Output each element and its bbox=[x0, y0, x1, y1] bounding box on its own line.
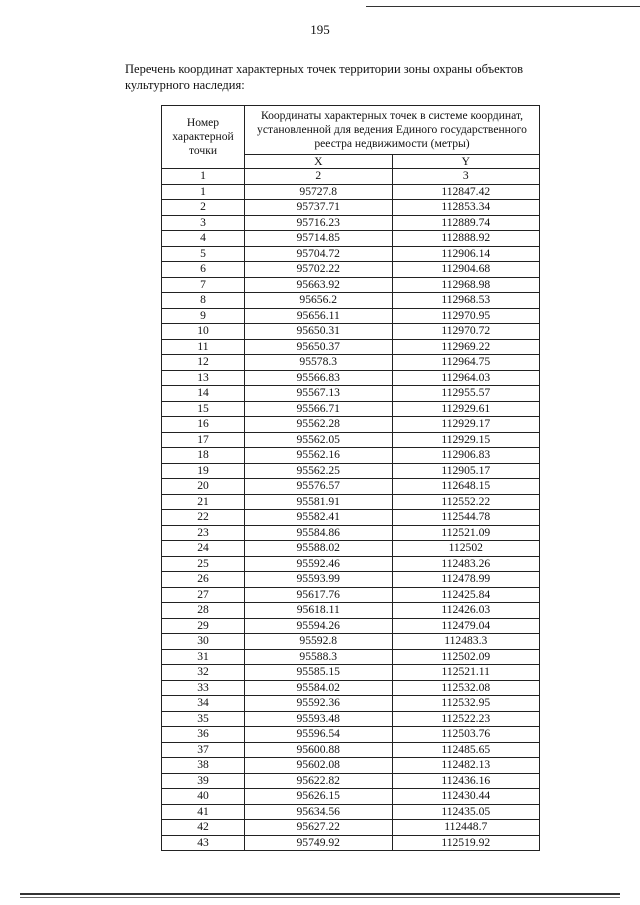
point-number-header: Номер характерной точки bbox=[162, 106, 245, 169]
y-coordinate-cell: 112521.11 bbox=[392, 665, 540, 681]
point-number-cell: 30 bbox=[162, 634, 245, 650]
table-row bbox=[162, 339, 540, 355]
point-number-cell: 11 bbox=[162, 339, 245, 355]
table-row bbox=[162, 835, 540, 851]
point-number-cell: 32 bbox=[162, 665, 245, 681]
table-row bbox=[162, 463, 540, 479]
table-row bbox=[162, 200, 540, 216]
y-coordinate-cell: 112552.22 bbox=[392, 494, 540, 510]
x-coordinate-cell: 95585.15 bbox=[245, 665, 393, 681]
x-coordinate-cell: 95576.57 bbox=[245, 479, 393, 495]
x-coordinate-cell: 95584.02 bbox=[245, 680, 393, 696]
x-coordinate-cell: 95596.54 bbox=[245, 727, 393, 743]
point-number-cell: 33 bbox=[162, 680, 245, 696]
table-row bbox=[162, 727, 540, 743]
y-coordinate-cell: 112436.16 bbox=[392, 773, 540, 789]
x-coordinate-cell: 95618.11 bbox=[245, 603, 393, 619]
point-number-cell: 8 bbox=[162, 293, 245, 309]
top-rule bbox=[366, 6, 640, 7]
y-coordinate-cell: 112904.68 bbox=[392, 262, 540, 278]
table-row bbox=[162, 494, 540, 510]
x-coordinate-cell: 95562.25 bbox=[245, 463, 393, 479]
y-coordinate-cell: 112969.22 bbox=[392, 339, 540, 355]
page-number: 195 bbox=[310, 22, 330, 37]
table-row bbox=[162, 758, 540, 774]
x-coordinate-cell: 95588.3 bbox=[245, 649, 393, 665]
x-coordinate-cell: 95622.82 bbox=[245, 773, 393, 789]
table-row bbox=[162, 556, 540, 572]
column-index-cell: 2 bbox=[245, 169, 393, 185]
x-coordinate-cell: 95562.28 bbox=[245, 417, 393, 433]
y-header: Y bbox=[392, 155, 540, 169]
table-row bbox=[162, 696, 540, 712]
y-coordinate-cell: 112968.53 bbox=[392, 293, 540, 309]
table-row bbox=[162, 262, 540, 278]
y-coordinate-cell: 112955.57 bbox=[392, 386, 540, 402]
table-row bbox=[162, 184, 540, 200]
y-coordinate-cell: 112968.98 bbox=[392, 277, 540, 293]
table-row bbox=[162, 432, 540, 448]
table-row bbox=[162, 587, 540, 603]
y-coordinate-cell: 112483.3 bbox=[392, 634, 540, 650]
x-coordinate-cell: 95582.41 bbox=[245, 510, 393, 526]
y-coordinate-cell: 112532.95 bbox=[392, 696, 540, 712]
x-coordinate-cell: 95716.23 bbox=[245, 215, 393, 231]
point-number-cell: 7 bbox=[162, 277, 245, 293]
y-coordinate-cell: 112426.03 bbox=[392, 603, 540, 619]
y-coordinate-cell: 112906.83 bbox=[392, 448, 540, 464]
point-number-cell: 13 bbox=[162, 370, 245, 386]
point-number-cell: 9 bbox=[162, 308, 245, 324]
x-coordinate-cell: 95592.8 bbox=[245, 634, 393, 650]
point-number-cell: 24 bbox=[162, 541, 245, 557]
y-coordinate-cell: 112970.72 bbox=[392, 324, 540, 340]
table-row bbox=[162, 401, 540, 417]
y-coordinate-cell: 112929.17 bbox=[392, 417, 540, 433]
table-row bbox=[162, 277, 540, 293]
table-row bbox=[162, 215, 540, 231]
table-row bbox=[162, 804, 540, 820]
table-row bbox=[162, 680, 540, 696]
table-row bbox=[162, 634, 540, 650]
point-number-cell: 21 bbox=[162, 494, 245, 510]
x-coordinate-cell: 95650.31 bbox=[245, 324, 393, 340]
table-row bbox=[162, 370, 540, 386]
point-number-cell: 42 bbox=[162, 820, 245, 836]
point-number-cell: 14 bbox=[162, 386, 245, 402]
point-number-cell: 25 bbox=[162, 556, 245, 572]
y-coordinate-cell: 112479.04 bbox=[392, 618, 540, 634]
table-row bbox=[162, 820, 540, 836]
coordinates-header: Координаты характерных точек в системе координат, установленной для ведения Единого государственного реестра недвижимости (метры) bbox=[245, 106, 540, 155]
x-coordinate-cell: 95737.71 bbox=[245, 200, 393, 216]
x-coordinate-cell: 95592.36 bbox=[245, 696, 393, 712]
x-coordinate-cell: 95581.91 bbox=[245, 494, 393, 510]
point-number-cell: 12 bbox=[162, 355, 245, 371]
x-coordinate-cell: 95626.15 bbox=[245, 789, 393, 805]
table-row bbox=[162, 572, 540, 588]
x-coordinate-cell: 95594.26 bbox=[245, 618, 393, 634]
point-number-cell: 38 bbox=[162, 758, 245, 774]
column-index-row bbox=[162, 169, 540, 185]
table-row bbox=[162, 231, 540, 247]
x-coordinate-cell: 95714.85 bbox=[245, 231, 393, 247]
x-coordinate-cell: 95593.99 bbox=[245, 572, 393, 588]
point-number-cell: 23 bbox=[162, 525, 245, 541]
y-coordinate-cell: 112853.34 bbox=[392, 200, 540, 216]
table-header-row bbox=[162, 106, 540, 155]
point-number-cell: 26 bbox=[162, 572, 245, 588]
x-coordinate-cell: 95566.71 bbox=[245, 401, 393, 417]
y-coordinate-cell: 112483.26 bbox=[392, 556, 540, 572]
y-coordinate-cell: 112503.76 bbox=[392, 727, 540, 743]
y-coordinate-cell: 112929.61 bbox=[392, 401, 540, 417]
table-row bbox=[162, 742, 540, 758]
point-number-cell: 35 bbox=[162, 711, 245, 727]
y-coordinate-cell: 112970.95 bbox=[392, 308, 540, 324]
table-row bbox=[162, 649, 540, 665]
y-coordinate-cell: 112522.23 bbox=[392, 711, 540, 727]
point-number-cell: 6 bbox=[162, 262, 245, 278]
y-coordinate-cell: 112519.92 bbox=[392, 835, 540, 851]
y-coordinate-cell: 112502 bbox=[392, 541, 540, 557]
x-coordinate-cell: 95584.86 bbox=[245, 525, 393, 541]
point-number-cell: 18 bbox=[162, 448, 245, 464]
table-row bbox=[162, 355, 540, 371]
point-number-cell: 22 bbox=[162, 510, 245, 526]
point-number-cell: 1 bbox=[162, 184, 245, 200]
point-number-cell: 16 bbox=[162, 417, 245, 433]
table-row bbox=[162, 525, 540, 541]
x-coordinate-cell: 95593.48 bbox=[245, 711, 393, 727]
point-number-cell: 15 bbox=[162, 401, 245, 417]
table-row bbox=[162, 448, 540, 464]
table-body bbox=[162, 169, 540, 851]
x-coordinate-cell: 95650.37 bbox=[245, 339, 393, 355]
y-coordinate-cell: 112485.65 bbox=[392, 742, 540, 758]
point-number-cell: 20 bbox=[162, 479, 245, 495]
x-coordinate-cell: 95566.83 bbox=[245, 370, 393, 386]
table-row bbox=[162, 773, 540, 789]
x-coordinate-cell: 95656.2 bbox=[245, 293, 393, 309]
point-number-cell: 3 bbox=[162, 215, 245, 231]
y-coordinate-cell: 112430.44 bbox=[392, 789, 540, 805]
table-row bbox=[162, 246, 540, 262]
x-coordinate-cell: 95704.72 bbox=[245, 246, 393, 262]
x-header: X bbox=[245, 155, 393, 169]
point-number-cell: 29 bbox=[162, 618, 245, 634]
y-coordinate-cell: 112906.14 bbox=[392, 246, 540, 262]
x-coordinate-cell: 95592.46 bbox=[245, 556, 393, 572]
x-coordinate-cell: 95562.05 bbox=[245, 432, 393, 448]
y-coordinate-cell: 112435.05 bbox=[392, 804, 540, 820]
y-coordinate-cell: 112648.15 bbox=[392, 479, 540, 495]
y-coordinate-cell: 112929.15 bbox=[392, 432, 540, 448]
point-number-cell: 2 bbox=[162, 200, 245, 216]
table-row bbox=[162, 510, 540, 526]
y-coordinate-cell: 112544.78 bbox=[392, 510, 540, 526]
point-number-cell: 28 bbox=[162, 603, 245, 619]
y-coordinate-cell: 112889.74 bbox=[392, 215, 540, 231]
column-index-cell: 3 bbox=[392, 169, 540, 185]
x-coordinate-cell: 95656.11 bbox=[245, 308, 393, 324]
y-coordinate-cell: 112521.09 bbox=[392, 525, 540, 541]
y-coordinate-cell: 112478.99 bbox=[392, 572, 540, 588]
table-row bbox=[162, 417, 540, 433]
x-coordinate-cell: 95617.76 bbox=[245, 587, 393, 603]
point-number-cell: 41 bbox=[162, 804, 245, 820]
point-number-cell: 19 bbox=[162, 463, 245, 479]
y-coordinate-cell: 112482.13 bbox=[392, 758, 540, 774]
y-coordinate-cell: 112448.7 bbox=[392, 820, 540, 836]
y-coordinate-cell: 112847.42 bbox=[392, 184, 540, 200]
column-index-cell: 1 bbox=[162, 169, 245, 185]
x-coordinate-cell: 95634.56 bbox=[245, 804, 393, 820]
table-row bbox=[162, 665, 540, 681]
y-coordinate-cell: 112425.84 bbox=[392, 587, 540, 603]
table-row bbox=[162, 308, 540, 324]
point-number-cell: 40 bbox=[162, 789, 245, 805]
bottom-rule bbox=[20, 893, 620, 895]
point-number-cell: 27 bbox=[162, 587, 245, 603]
x-coordinate-cell: 95562.16 bbox=[245, 448, 393, 464]
x-coordinate-cell: 95602.08 bbox=[245, 758, 393, 774]
point-number-cell: 31 bbox=[162, 649, 245, 665]
table-row bbox=[162, 324, 540, 340]
table-row bbox=[162, 541, 540, 557]
point-number-cell: 4 bbox=[162, 231, 245, 247]
table-row bbox=[162, 479, 540, 495]
x-coordinate-cell: 95727.8 bbox=[245, 184, 393, 200]
table-row bbox=[162, 789, 540, 805]
x-coordinate-cell: 95600.88 bbox=[245, 742, 393, 758]
y-coordinate-cell: 112964.75 bbox=[392, 355, 540, 371]
y-coordinate-cell: 112964.03 bbox=[392, 370, 540, 386]
x-coordinate-cell: 95749.92 bbox=[245, 835, 393, 851]
y-coordinate-cell: 112888.92 bbox=[392, 231, 540, 247]
x-coordinate-cell: 95578.3 bbox=[245, 355, 393, 371]
x-coordinate-cell: 95588.02 bbox=[245, 541, 393, 557]
point-number-cell: 34 bbox=[162, 696, 245, 712]
x-coordinate-cell: 95627.22 bbox=[245, 820, 393, 836]
x-coordinate-cell: 95663.92 bbox=[245, 277, 393, 293]
point-number-cell: 37 bbox=[162, 742, 245, 758]
table-row bbox=[162, 293, 540, 309]
point-number-cell: 39 bbox=[162, 773, 245, 789]
point-number-cell: 10 bbox=[162, 324, 245, 340]
y-coordinate-cell: 112532.08 bbox=[392, 680, 540, 696]
point-number-cell: 43 bbox=[162, 835, 245, 851]
point-number-cell: 5 bbox=[162, 246, 245, 262]
document-heading: Перечень координат характерных точек территории зоны охраны объектов культурного наследия: bbox=[125, 62, 524, 92]
y-coordinate-cell: 112905.17 bbox=[392, 463, 540, 479]
coordinates-table bbox=[161, 105, 540, 851]
table-row bbox=[162, 618, 540, 634]
y-coordinate-cell: 112502.09 bbox=[392, 649, 540, 665]
table-row bbox=[162, 711, 540, 727]
x-coordinate-cell: 95702.22 bbox=[245, 262, 393, 278]
x-coordinate-cell: 95567.13 bbox=[245, 386, 393, 402]
bottom-rule-thin bbox=[20, 897, 620, 898]
point-number-cell: 36 bbox=[162, 727, 245, 743]
table-row bbox=[162, 603, 540, 619]
table-row bbox=[162, 386, 540, 402]
point-number-cell: 17 bbox=[162, 432, 245, 448]
